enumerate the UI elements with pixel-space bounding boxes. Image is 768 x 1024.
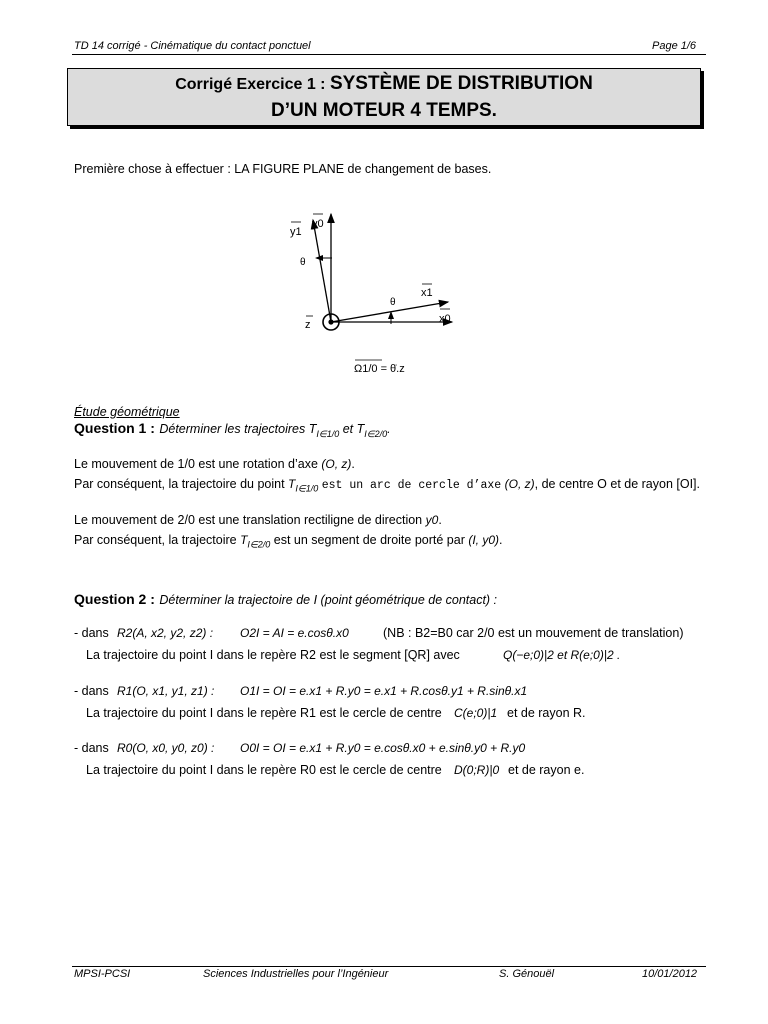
footer-rule	[72, 966, 706, 967]
q1-line-1-text: Le mouvement de 1/0 est une rotation d’axe	[74, 457, 318, 471]
q1-line-2-sub: I∈1/0	[295, 483, 319, 494]
r1-dans: - dans	[74, 684, 109, 698]
question-2-heading	[74, 591, 497, 609]
r2-trajectory: La trajectoire du point I dans le repère R2 est le segment [QR] avec	[86, 648, 460, 662]
x1-label: x1	[421, 287, 433, 299]
question-1-and: et T	[339, 422, 365, 436]
r1-frame: R1(O, x1, y1, z1) :	[117, 684, 215, 698]
etude-heading: Étude géométrique	[74, 405, 180, 419]
r2-dans: - dans	[74, 626, 109, 640]
r0-dans: - dans	[74, 741, 109, 755]
r2-frame: R2(A, x2, y2, z2) :	[117, 626, 214, 640]
title-line-2: D’UN MOTEUR 4 TEMPS.	[271, 100, 497, 121]
footer-author: S. Génouël	[499, 968, 555, 980]
q1-line-4-end: .	[499, 533, 503, 547]
q1-line-4-sub: I∈2/0	[247, 539, 271, 550]
r0-center: D(0;R)|0	[454, 763, 500, 777]
q1-line-4-T: T	[240, 533, 248, 547]
title-prefix: Corrigé Exercice 1 :	[175, 76, 330, 93]
title-box	[67, 68, 701, 126]
r2-equation: O2I = AI = e.cosθ.x0	[240, 626, 349, 640]
question-2-text: Déterminer la trajectoire de I (point géométrique de contact) :	[159, 593, 498, 607]
r0-frame: R0(O, x0, y0, z0) :	[117, 741, 215, 755]
q1-line-4-text-b: est un segment de droite porté par	[273, 533, 465, 547]
r1-end: et de rayon R.	[507, 706, 586, 720]
y0-label: y0	[312, 218, 324, 230]
q1-line-1-end: .	[351, 457, 355, 471]
question-1-sub1: I∈1/0	[316, 429, 340, 440]
intro-text: Première chose à effectuer : LA FIGURE PLANE de changement de bases.	[74, 162, 492, 176]
q1-line-2-text-b: est un arc de cercle d’axe	[321, 479, 502, 492]
q1-line-2-text-a: Par conséquent, la trajectoire du point	[74, 477, 285, 491]
r0-end: et de rayon e.	[508, 763, 585, 777]
q1-line-4	[74, 533, 503, 551]
footer-subject: Sciences Industrielles pour l’Ingénieur	[203, 968, 389, 980]
q1-line-2	[74, 477, 700, 495]
omega-equation: Ω1/0 = θ̇.z	[354, 363, 405, 375]
header-rule	[72, 54, 706, 55]
q1-line-2-T: T	[288, 477, 296, 491]
q1-line-1	[74, 457, 355, 471]
question-1-label: Question 1 :	[74, 420, 155, 436]
r0-trajectory: La trajectoire du point I dans le repère R0 est le cercle de centre	[86, 763, 442, 777]
q1-line-3	[74, 513, 442, 527]
question-1-text: Déterminer les trajectoires T	[159, 422, 317, 436]
header-left: TD 14 corrigé - Cinématique du contact ponctuel	[74, 40, 311, 52]
q1-line-3-end: .	[438, 513, 442, 527]
y1-axis	[313, 220, 331, 322]
q1-line-1-axis: (O, z)	[321, 457, 352, 471]
q1-line-2-text-c: , de centre O et de rayon [OI].	[534, 477, 701, 491]
footer-class: MPSI-PCSI	[74, 968, 131, 980]
r2-note: (NB : B2=B0 car 2/0 est un mouvement de translation)	[383, 626, 684, 640]
q1-line-2-axis: (O, z)	[504, 477, 535, 491]
z-axis-dot-icon	[328, 319, 333, 324]
theta-right-label: θ	[390, 297, 396, 308]
question-2-label: Question 2 :	[74, 591, 155, 607]
title-line-1	[68, 73, 700, 95]
r0-equation: O0I = OI = e.x1 + R.y0 = e.cosθ.x0 + e.sinθ.y0 + R.y0	[240, 741, 526, 755]
y1-label: y1	[290, 226, 302, 238]
q1-line-4-text-a: Par conséquent, la trajectoire	[74, 533, 237, 547]
question-1-sub2: I∈2/0	[364, 429, 388, 440]
theta-top-label: θ	[300, 257, 306, 268]
z-label: z	[305, 319, 311, 331]
q1-line-3-text: Le mouvement de 2/0 est une translation rectiligne de direction	[74, 513, 423, 527]
question-1-end: .	[387, 422, 391, 436]
r1-center: C(e;0)|1	[454, 706, 498, 720]
r1-equation: O1I = OI = e.x1 + R.y0 = e.x1 + R.cosθ.y1 + R.sinθ.x1	[240, 684, 528, 698]
base-change-figure	[270, 200, 470, 390]
q1-line-3-direction: y0	[425, 513, 439, 527]
r2-points: Q(−e;0)|2 et R(e;0)|2 .	[503, 648, 621, 662]
question-1-heading	[74, 420, 391, 440]
title-line1-text: SYSTÈME DE DISTRIBUTION	[329, 73, 593, 94]
footer-date: 10/01/2012	[642, 968, 698, 980]
q1-line-4-axis: (I, y0)	[468, 533, 500, 547]
x0-label: x0	[439, 313, 451, 325]
header-page-number: Page 1/6	[652, 40, 697, 52]
r1-trajectory: La trajectoire du point I dans le repère R1 est le cercle de centre	[86, 706, 442, 720]
